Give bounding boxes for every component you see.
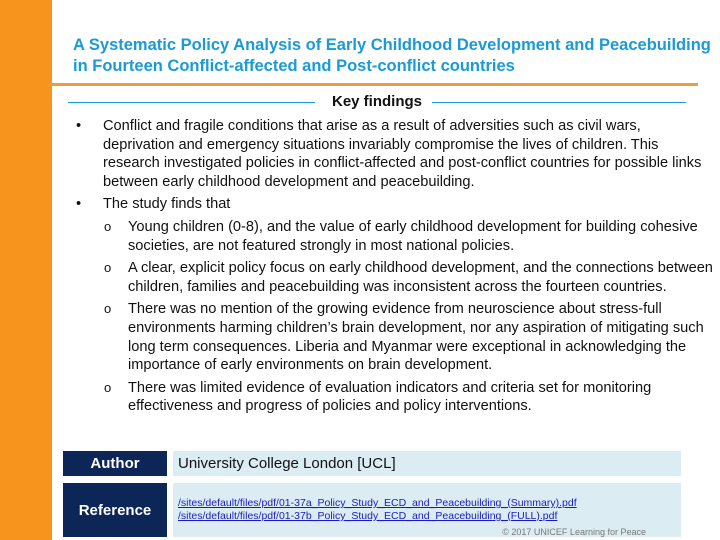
title-divider [48, 83, 698, 86]
full-pdf-link[interactable]: /sites/default/files/pdf/01-37b_Policy_Study_ECD_and_Peacebuilding_(FULL).pdf [178, 510, 558, 522]
list-item-text: The study finds that [103, 196, 231, 213]
sub-item-text: There was no mention of the growing evidence from neuroscience about stress-full environments harming children’s brain development, nor any aspiration of mitigating such long term consequences. Liberia and Myanmar were exceptional in acknowledging the importance of early environments on brain development. [128, 301, 704, 374]
list-item-text: Conflict and fragile conditions that arise as a result of adversities such as civil wars, deprivation and emergency situations invariably compromise the lives of children. This research investigated policies in conflict-affected and post-conflict countries for possible links between early childhood development and peacebuilding. [103, 118, 702, 190]
list-item [74, 195, 714, 214]
orange-side-bar [0, 0, 52, 540]
sub-list-item [103, 218, 714, 255]
divider-right [432, 102, 686, 103]
sub-item-text: A clear, explicit policy focus on early childhood development, and the connections between children, families and peacebuilding was inconsistent across the fourteen countries. [128, 260, 713, 295]
author-row [63, 451, 681, 476]
sub-item-text: Young children (0-8), and the value of early childhood development for building cohesive societies, are not featured strongly in most national policies. [128, 218, 698, 254]
key-findings-header [68, 94, 686, 110]
author-value: University College London [UCL] [173, 451, 681, 476]
sub-list-item [103, 259, 714, 296]
list-item [74, 117, 714, 191]
sub-marker: o [104, 379, 112, 395]
sub-list-item [103, 379, 714, 416]
sub-marker: o [104, 218, 112, 234]
key-findings-heading: Key findings [331, 93, 422, 110]
page-title: A Systematic Policy Analysis of Early Childhood Development and Peacebuilding in Fourteen Conflict-affected and Post-conflict countries [73, 36, 711, 75]
author-label: Author [63, 451, 167, 476]
findings-list [74, 117, 714, 416]
copyright: © 2017 UNICEF Learning for Peace [502, 527, 646, 537]
summary-pdf-link[interactable]: /sites/default/files/pdf/01-37a_Policy_Study_ECD_and_Peacebuilding_(Summary).pdf [178, 497, 577, 509]
sub-marker: o [104, 301, 112, 317]
reference-label: Reference [63, 483, 167, 537]
sub-item-text: There was limited evidence of evaluation indicators and criteria set for monitoring effectiveness and progress of policies and policy interventions. [128, 379, 652, 415]
sub-list-item [103, 300, 714, 374]
bullet-marker: • [76, 196, 82, 213]
bullet-marker: • [76, 118, 82, 134]
sub-marker: o [104, 260, 112, 276]
